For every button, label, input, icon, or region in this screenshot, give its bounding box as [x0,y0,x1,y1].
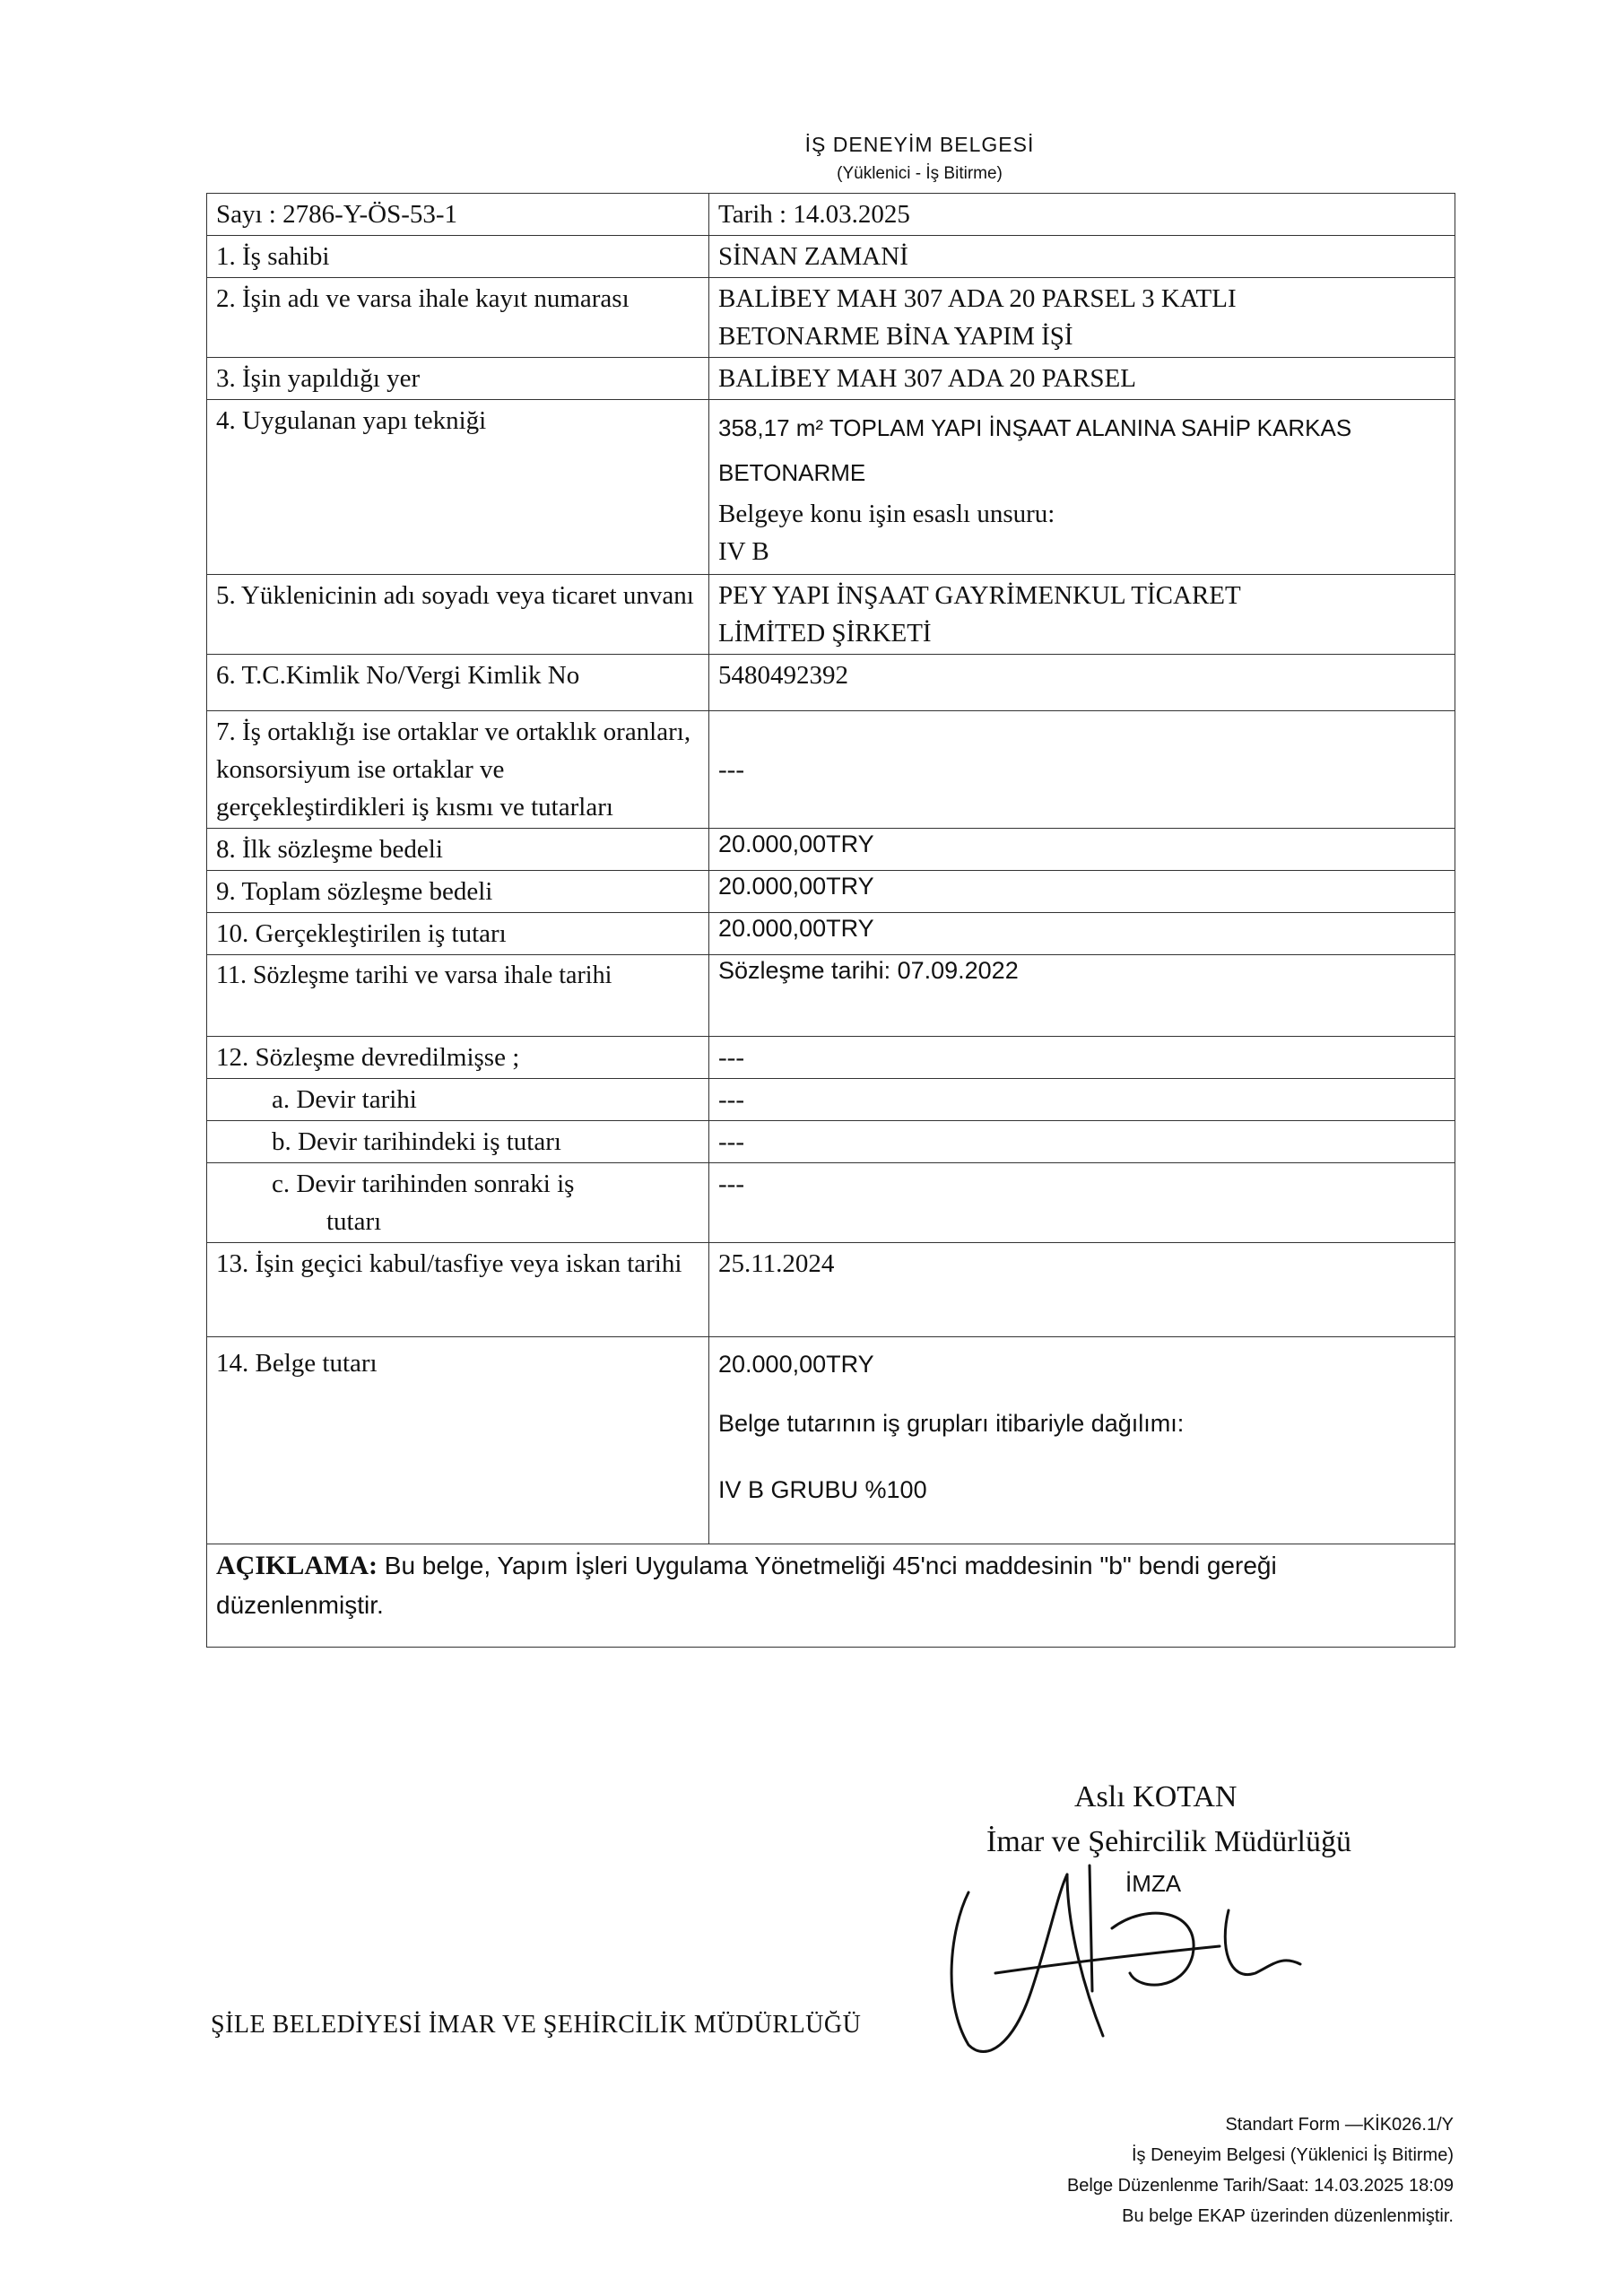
is-sahibi-label: 1. İş sahibi [207,236,709,278]
kabul-value: 25.11.2024 [709,1243,1455,1337]
table-row [207,1337,1455,1544]
teknik-cell [709,400,1455,575]
belge-tutari-cell [709,1337,1455,1544]
document-subtitle: (Yüklenici - İş Bitirme) [837,164,1003,183]
sozlesme-tarihi-value: Sözleşme tarihi: 07.09.2022 [709,955,1455,1037]
devir-c-value: --- [709,1163,1455,1243]
table-row [207,1037,1455,1079]
yuklenici-label: 5. Yüklenicinin adı soyadı veya ticaret unvanı [207,575,709,655]
sayi-cell: Sayı : 2786-Y-ÖS-53-1 [207,194,709,236]
table-row [207,711,1455,829]
handwritten-signature [933,1857,1309,2072]
aciklama-cell [207,1544,1455,1648]
gerceklesen-label: 10. Gerçekleştirilen iş tutarı [207,913,709,955]
table-row [207,955,1455,1037]
ortaklik-value: --- [709,711,1455,829]
toplam-bedel-label: 9. Toplam sözleşme bedeli [207,871,709,913]
isin-adi-label: 2. İşin adı ve varsa ihale kayıt numarası [207,278,709,358]
certificate-table [206,193,1455,1648]
table-row [207,913,1455,955]
dagilim-label: Belge tutarının iş grupları itibariyle dağılımı: [718,1410,1185,1437]
kabul-label: 13. İşin geçici kabul/tasfiye veya iskan tarihi [207,1243,709,1337]
devir-b-label: b. Devir tarihindeki iş tutarı [272,1127,561,1156]
teknik-label: 4. Uygulanan yapı tekniği [207,400,709,575]
toplam-bedel-value: 20.000,00TRY [709,871,1455,913]
yer-value: BALİBEY MAH 307 ADA 20 PARSEL [709,358,1455,400]
gerceklesen-value: 20.000,00TRY [709,913,1455,955]
table-row [207,236,1455,278]
municipality-name: ŞİLE BELEDİYESİ İMAR VE ŞEHİRCİLİK MÜDÜRLÜĞÜ [211,2011,862,2039]
is-sahibi-value: SİNAN ZAMANİ [709,236,1455,278]
table-row [207,1079,1455,1121]
devir-a-label: a. Devir tarihi [272,1085,417,1114]
table-row [207,575,1455,655]
table-row [207,829,1455,871]
kimlik-value: 5480492392 [709,655,1455,711]
document-title: İŞ DENEYİM BELGESİ [804,133,1035,156]
table-row [207,655,1455,711]
yuklenici-value: PEY YAPI İNŞAAT GAYRİMENKUL TİCARET LİMİTED ŞİRKETİ [709,575,1455,655]
devir-value: --- [709,1037,1455,1079]
devir-c-label: c. Devir tarihinden sonraki iş [272,1170,575,1198]
table-row [207,1544,1455,1648]
ilk-bedel-label: 8. İlk sözleşme bedeli [207,829,709,871]
footer-ekap-note: Bu belge EKAP üzerinden düzenlenmiştir. [1122,2206,1454,2226]
table-row [207,278,1455,358]
devir-b-cell [207,1121,709,1163]
table-row [207,358,1455,400]
table-row [207,1243,1455,1337]
tarih-cell: Tarih : 14.03.2025 [709,194,1455,236]
devir-c-label-cont: tutarı [326,1207,382,1236]
footer-form-code: Standart Form —KİK026.1/Y [1225,2115,1454,2135]
ilk-bedel-value: 20.000,00TRY [709,829,1455,871]
devir-label: 12. Sözleşme devredilmişse ; [207,1037,709,1079]
table-row [207,400,1455,575]
table-row [207,1163,1455,1243]
kimlik-label: 6. T.C.Kimlik No/Vergi Kimlik No [207,655,709,711]
devir-a-value: --- [709,1079,1455,1121]
signer-imza-label: İMZA [1125,1870,1182,1897]
signer-office: İmar ve Şehircilik Müdürlüğü [986,1825,1351,1858]
esasli-unsur-label: Belgeye konu işin esaslı unsuru: [718,500,1055,528]
footer-document-type: İş Deneyim Belgesi (Yüklenici İş Bitirme) [1132,2145,1454,2165]
footer-issue-date: Belge Düzenlenme Tarih/Saat: 14.03.2025 18:09 [1066,2176,1454,2196]
sozlesme-tarihi-label: 11. Sözleşme tarihi ve varsa ihale tarihi [207,955,709,1037]
signer-name: Aslı KOTAN [1074,1780,1238,1813]
aciklama-text: Bu belge, Yapım İşleri Uygulama Yönetmeliği 45'nci maddesinin "b" bendi gereği düzenlenmiştir. [216,1552,1277,1619]
teknik-value: 358,17 m² TOPLAM YAPI İNŞAAT ALANINA SAHİP KARKAS BETONARME [718,414,1352,486]
ortaklik-label: 7. İş ortaklığı ise ortaklar ve ortaklık oranları, konsorsiyum ise ortaklar ve gerçekleştirdikleri iş kısmı ve tutarları [207,711,709,829]
devir-b-value: --- [709,1121,1455,1163]
devir-c-cell [207,1163,709,1243]
yer-label: 3. İşin yapıldığı yer [207,358,709,400]
belge-tutari-value: 20.000,00TRY [718,1351,874,1378]
isin-adi-value: BALİBEY MAH 307 ADA 20 PARSEL 3 KATLI BETONARME BİNA YAPIM İŞİ [709,278,1455,358]
esasli-unsur-value: IV B [718,537,769,566]
belge-tutari-label: 14. Belge tutarı [207,1337,709,1544]
table-row [207,1121,1455,1163]
devir-a-cell [207,1079,709,1121]
aciklama-label: AÇIKLAMA: [216,1551,378,1580]
table-row [207,871,1455,913]
dagilim-value: IV B GRUBU %100 [718,1476,927,1503]
table-row [207,194,1455,236]
